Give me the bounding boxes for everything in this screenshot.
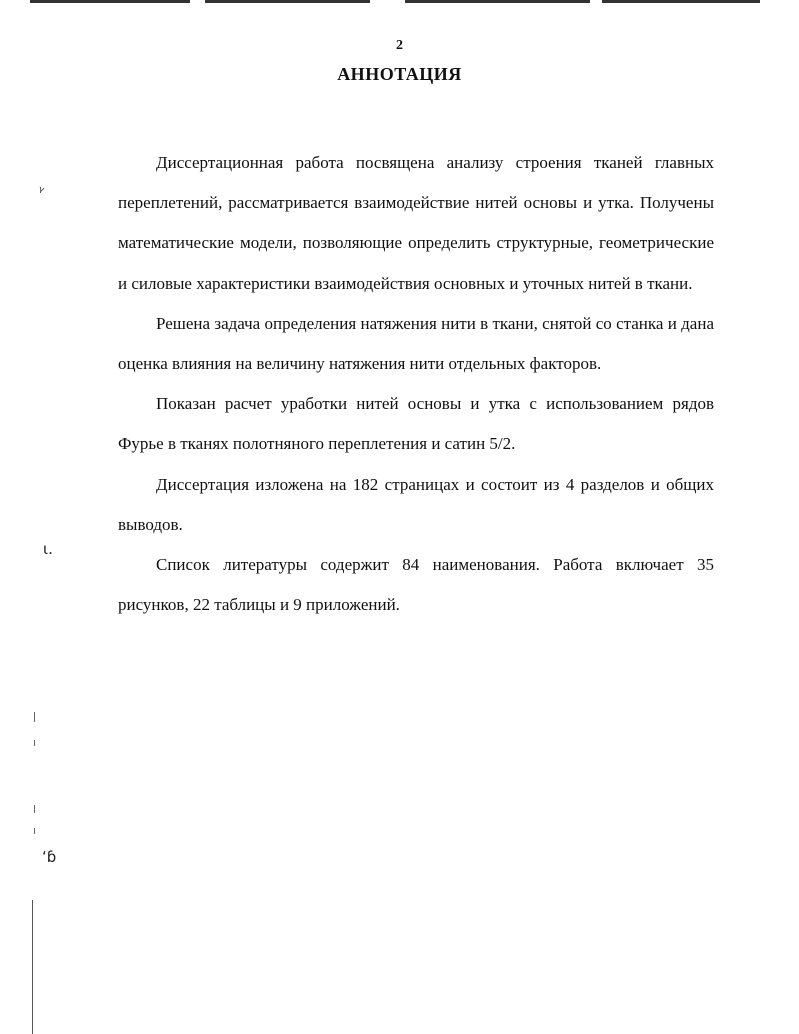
page-number: 2: [396, 38, 403, 53]
margin-mark-3: ʻɓ: [42, 848, 57, 866]
scan-speck: [34, 805, 35, 813]
page-title: АННОТАЦИЯ: [337, 64, 462, 84]
paragraph-4: Диссертация изложена на 182 страницах и состоит из 4 разделов и общих выводов.: [118, 474, 714, 534]
scan-speck: [34, 828, 35, 834]
paragraph-5: Список литературы содержит 84 наименования. Работа включает 35 рисунков, 22 таблицы и 9 приложений.: [118, 555, 714, 615]
scan-speck: [34, 712, 35, 722]
margin-mark-1: ᵞ: [35, 183, 46, 201]
scan-top-rule: [30, 0, 760, 3]
margin-mark-2: ɩ.: [43, 540, 53, 558]
scan-margin-line: [32, 900, 33, 1034]
abstract-body: [118, 143, 714, 625]
paragraph-3: Показан расчет уработки нитей основы и утка с использованием рядов Фурье в тканях полотняного переплетения и сатин 5/2.: [118, 394, 714, 454]
paragraph-2: Решена задача определения натяжения нити в ткани, снятой со станка и дана оценка влияния на величину натяжения нити отдельных факторов.: [118, 313, 714, 374]
paragraph-1: Диссертационная работа посвящена анализу строения тканей главных переплетений, рассматривается взаимодействие нитей основы и утка. Получены математические модели, позволяющие определить структурные, геометрические и силовые характеристики взаимодействия основных и уточных нитей в ткани.: [118, 153, 714, 293]
scan-speck: [34, 740, 35, 746]
